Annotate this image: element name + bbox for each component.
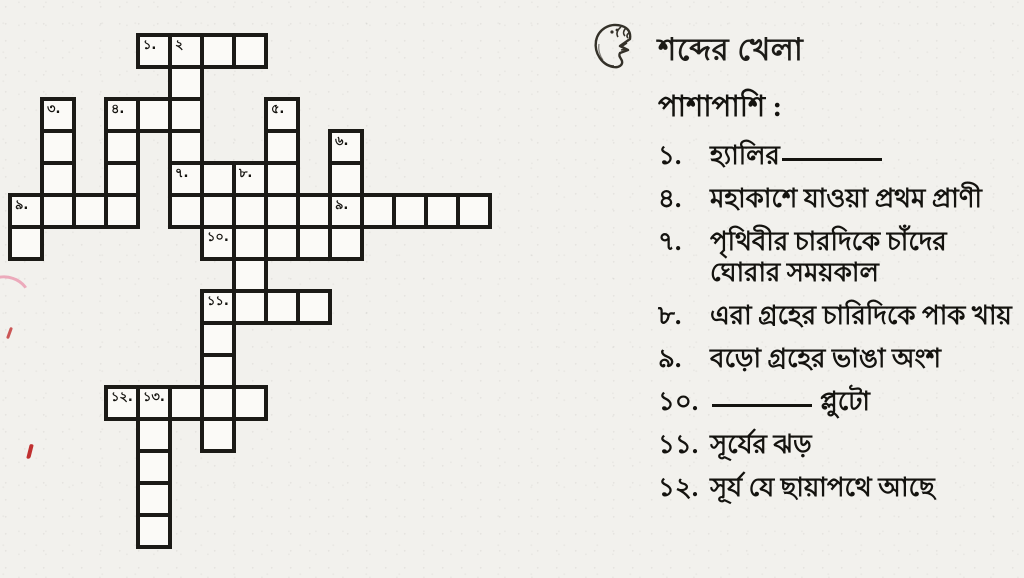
- cell-number: ১২.: [111, 390, 133, 405]
- grid-cell[interactable]: [328, 225, 364, 261]
- grid-cell[interactable]: [136, 97, 172, 133]
- grid-cell[interactable]: [328, 161, 364, 197]
- grid-cell[interactable]: [136, 385, 172, 421]
- grid-cell[interactable]: [200, 417, 236, 453]
- grid-cell[interactable]: [168, 97, 204, 133]
- cell-number: ১০.: [207, 230, 229, 245]
- grid-cell[interactable]: [40, 129, 76, 165]
- clue-item: [658, 472, 1018, 503]
- grid-cell[interactable]: [392, 193, 428, 229]
- grid-cell[interactable]: [168, 385, 204, 421]
- grid-cell[interactable]: [200, 193, 236, 229]
- grid-cell[interactable]: [264, 289, 300, 325]
- grid-cell[interactable]: [328, 193, 364, 229]
- grid-cell[interactable]: [264, 161, 300, 197]
- cell-number: ৮.: [239, 166, 253, 181]
- clue-text: সূর্য যে ছায়াপথে আছে: [710, 473, 935, 502]
- clue-item: [658, 386, 1018, 417]
- section-heading: পাশাপাশি :: [658, 91, 783, 123]
- clue-item: [658, 429, 1018, 460]
- grid-cell[interactable]: [72, 193, 108, 229]
- grid-cell[interactable]: [264, 129, 300, 165]
- grid-cell[interactable]: [232, 385, 268, 421]
- cell-number: ৩.: [47, 102, 61, 117]
- grid-cell[interactable]: [232, 289, 268, 325]
- grid-cell[interactable]: [104, 129, 140, 165]
- grid-cell[interactable]: [200, 321, 236, 357]
- fill-in-blank: [712, 399, 812, 407]
- grid-cell[interactable]: [328, 129, 364, 165]
- grid-cell[interactable]: [40, 97, 76, 133]
- grid-cell[interactable]: [296, 225, 332, 261]
- grid-cell[interactable]: [232, 225, 268, 261]
- clue-text: এরা গ্রহের চারিদিকে পাক খায়: [710, 301, 1012, 330]
- fill-in-blank: [782, 153, 882, 161]
- grid-cell[interactable]: [232, 193, 268, 229]
- grid-cell[interactable]: [296, 289, 332, 325]
- grid-cell[interactable]: [136, 449, 172, 485]
- clue-number: ১০.: [658, 387, 699, 416]
- grid-cell[interactable]: [200, 225, 236, 261]
- grid-cell[interactable]: [136, 33, 172, 69]
- clue-item: [658, 300, 1018, 331]
- grid-cell[interactable]: [296, 193, 332, 229]
- grid-cell[interactable]: [136, 481, 172, 517]
- grid-cell[interactable]: [104, 385, 140, 421]
- grid-cell[interactable]: [232, 33, 268, 69]
- clue-number: ৯.: [658, 344, 682, 373]
- clue-list: [658, 140, 1018, 503]
- clue-number: ১১.: [658, 430, 699, 459]
- cell-number: ৪.: [111, 102, 125, 117]
- grid-cell[interactable]: [168, 65, 204, 101]
- clue-number: ৭.: [658, 227, 682, 256]
- grid-cell[interactable]: [424, 193, 460, 229]
- clue-number: ১.: [658, 141, 682, 170]
- cell-number: ১৩.: [143, 390, 165, 405]
- page-title: শব্দের খেলা: [658, 32, 804, 67]
- grid-cell[interactable]: [104, 97, 140, 133]
- grid-cell[interactable]: [168, 161, 204, 197]
- grid-cell[interactable]: [104, 193, 140, 229]
- cell-number: ৯.: [15, 198, 29, 213]
- grid-cell[interactable]: [200, 385, 236, 421]
- clue-item: [658, 226, 1018, 288]
- grid-cell[interactable]: [168, 193, 204, 229]
- clue-item: [658, 140, 1018, 171]
- grid-cell[interactable]: [200, 33, 236, 69]
- clue-item: [658, 343, 1018, 374]
- grid-cell[interactable]: [136, 417, 172, 453]
- clue-number: ১২.: [658, 473, 699, 502]
- clue-number: ৮.: [658, 301, 682, 330]
- grid-cell[interactable]: [232, 161, 268, 197]
- grid-cell[interactable]: [168, 129, 204, 165]
- grid-cell[interactable]: [104, 161, 140, 197]
- cell-number: ৫.: [271, 102, 285, 117]
- clues-panel: [560, 0, 1024, 578]
- grid-cell[interactable]: [40, 193, 76, 229]
- clue-text: বড়ো গ্রহের ভাঙা অংশ: [710, 344, 942, 373]
- grid-cell[interactable]: [200, 161, 236, 197]
- grid-cell[interactable]: [232, 257, 268, 293]
- grid-cell[interactable]: [8, 225, 44, 261]
- cell-number: ৭.: [175, 166, 189, 181]
- cell-number: ১১.: [207, 294, 229, 309]
- clue-text: হ্যালির: [710, 140, 1018, 171]
- grid-cell[interactable]: [456, 193, 492, 229]
- clue-text: প্লুটো: [710, 386, 1018, 417]
- clue-item: [658, 183, 1018, 214]
- grid-cell[interactable]: [200, 353, 236, 389]
- cell-number: ২: [175, 38, 184, 53]
- clue-number: ৪.: [658, 184, 682, 213]
- cell-number: ৯.: [335, 198, 349, 213]
- cell-number: ৬.: [335, 134, 349, 149]
- doodle-face-icon: [590, 20, 646, 76]
- grid-cell[interactable]: [8, 193, 44, 229]
- grid-cell[interactable]: [40, 161, 76, 197]
- clue-text: সূর্যের ঝড়: [710, 430, 812, 459]
- grid-cell[interactable]: [264, 193, 300, 229]
- grid-cell[interactable]: [360, 193, 396, 229]
- grid-cell[interactable]: [168, 33, 204, 69]
- page-header: [590, 18, 803, 78]
- grid-cell[interactable]: [200, 289, 236, 325]
- grid-cell[interactable]: [264, 97, 300, 133]
- clue-text: পৃথিবীর চারদিকে চাঁদের ঘোরার সময়কাল: [710, 227, 947, 287]
- clue-text: মহাকাশে যাওয়া প্রথম প্রাণী: [710, 184, 982, 213]
- grid-cell[interactable]: [264, 225, 300, 261]
- grid-cell[interactable]: [136, 513, 172, 549]
- cell-number: ১.: [143, 38, 157, 53]
